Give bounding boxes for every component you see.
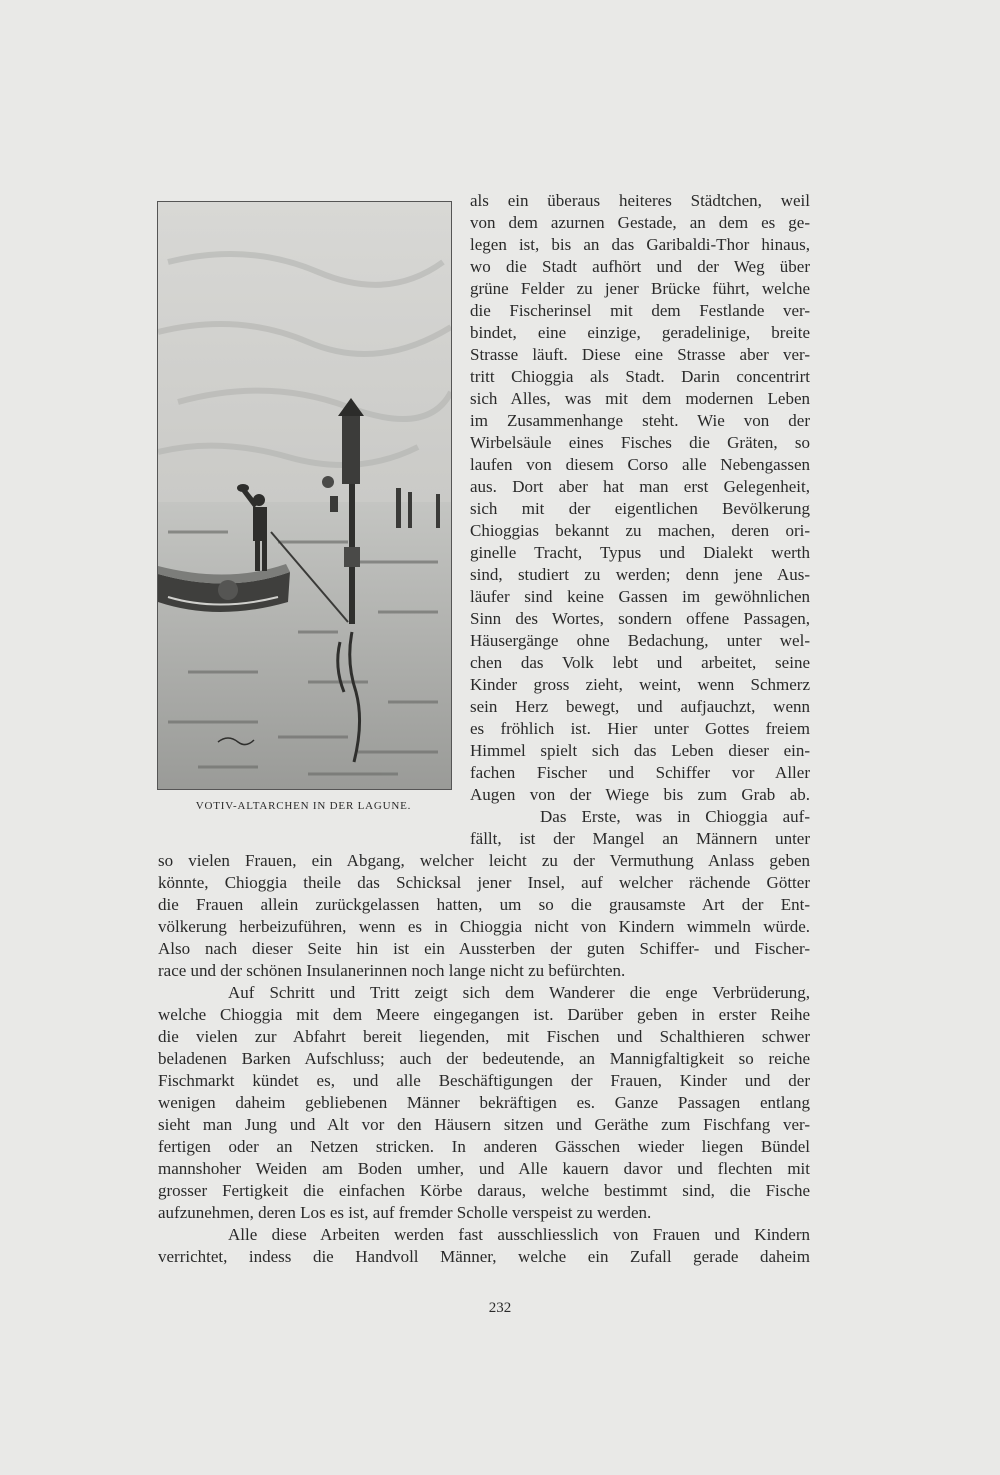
text-line: die Frauen allein zurückgelassen hatten, um so die grausamste Art der Ent- — [158, 895, 810, 914]
text-line: fertigen oder an Netzen stricken. In anderen Gässchen wieder liegen Bündel — [158, 1137, 810, 1156]
text-line: Sinn des Wortes, sondern offene Passagen, — [470, 609, 810, 628]
text-line: es fröhlich ist. Hier unter Gottes freiem — [470, 719, 810, 738]
text-line: könnte, Chioggia theile das Schicksal jener Insel, auf welcher rächende Götter — [158, 873, 810, 892]
text-line: sind, studiert zu werden; denn jene Aus- — [470, 565, 810, 584]
text-line: sich mit der eigentlichen Bevölkerung — [470, 499, 810, 518]
page-number: 232 — [488, 1300, 512, 1316]
illustration-caption: VOTIV-ALTARCHEN IN DER LAGUNE. — [195, 800, 412, 812]
text-line: läufer sind keine Gassen im gewöhnlichen — [470, 587, 810, 606]
text-line: sich Alles, was mit dem modernen Leben — [470, 389, 810, 408]
text-line: Kinder gross zieht, weint, wenn Schmerz — [470, 675, 810, 694]
text-line: verrichtet, indess die Handvoll Männer, welche ein Zufall gerade daheim — [158, 1247, 810, 1266]
text-line: Chioggias bekannt zu machen, deren ori- — [470, 521, 810, 540]
text-line: welche Chioggia mit dem Meere eingegangen ist. Darüber geben in erster Reihe — [158, 1005, 810, 1024]
text-line: so vielen Frauen, ein Abgang, welcher leicht zu der Vermuthung Anlass geben — [158, 851, 810, 870]
text-line: Strasse läuft. Diese eine Strasse aber ver- — [470, 345, 810, 364]
text-line: fachen Fischer und Schiffer vor Aller — [470, 763, 810, 782]
text-line: aufzunehmen, deren Los es ist, auf fremder Scholle verspeist zu werden. — [158, 1203, 652, 1222]
text-line: Alle diese Arbeiten werden fast ausschliesslich von Frauen und Kindern — [228, 1225, 810, 1244]
text-line: wo die Stadt aufhört und der Weg über — [470, 257, 810, 276]
illustration-drawing — [158, 202, 451, 789]
text-line: die vielen zur Abfahrt bereit liegenden, mit Fischen und Schalthieren schwer — [158, 1027, 810, 1046]
text-line: grüne Felder zu jener Brücke führt, welche — [470, 279, 810, 298]
text-line: aus. Dort aber hat man erst Gelegenheit, — [470, 477, 810, 496]
illustration-votive-altar — [157, 201, 452, 790]
text-line: laufen von diesem Corso alle Nebengassen — [470, 455, 810, 474]
text-line: Himmel spielt sich das Leben dieser ein- — [470, 741, 810, 760]
text-line: im Zusammenhange steht. Wie von der — [470, 411, 810, 430]
text-line: Augen von der Wiege bis zum Grab ab. — [470, 785, 810, 804]
text-line: wenigen daheim gebliebenen Männer bekräftigen es. Ganze Passagen entlang — [158, 1093, 810, 1112]
text-line: Das Erste, was in Chioggia auf- — [540, 807, 810, 826]
text-line: sieht man Jung und Alt vor den Häusern sitzen und Geräthe zum Fischfang ver- — [158, 1115, 810, 1134]
text-line: von dem azurnen Gestade, an dem es ge- — [470, 213, 810, 232]
text-line: Häusergänge ohne Bedachung, unter wel- — [470, 631, 810, 650]
text-line: als ein überaus heiteres Städtchen, weil — [470, 191, 810, 210]
text-line: fällt, ist der Mangel an Männern unter — [470, 829, 810, 848]
text-line: Auf Schritt und Tritt zeigt sich dem Wanderer die enge Verbrüderung, — [228, 983, 810, 1002]
text-line: grosser Fertigkeit die einfachen Körbe daraus, welche bestimmt sind, die Fische — [158, 1181, 810, 1200]
text-line: beladenen Barken Aufschluss; auch der bedeutende, an Mannigfaltigkeit so reiche — [158, 1049, 810, 1068]
text-line: Wirbelsäule eines Fisches die Gräten, so — [470, 433, 810, 452]
text-line: bindet, eine einzige, geradelinige, breite — [470, 323, 810, 342]
text-line: Fischmarkt kündet es, und alle Beschäftigungen der Frauen, Kinder und der — [158, 1071, 810, 1090]
text-line: ginelle Tracht, Typus und Dialekt werth — [470, 543, 810, 562]
text-line: sein Herz bewegt, und aufjauchzt, wenn — [470, 697, 810, 716]
text-line: legen ist, bis an das Garibaldi-Thor hinaus, — [470, 235, 810, 254]
text-line: Also nach dieser Seite hin ist ein Aussterben der guten Schiffer- und Fischer- — [158, 939, 810, 958]
text-line: völkerung herbeizuführen, wenn es in Chioggia nicht von Kindern wimmeln würde. — [158, 917, 810, 936]
text-line: die Fischerinsel mit dem Festlande ver- — [470, 301, 810, 320]
text-line: mannshoher Weiden am Boden umher, und Alle kauern davor und flechten mit — [158, 1159, 810, 1178]
text-line: tritt Chioggia als Stadt. Darin concentrirt — [470, 367, 810, 386]
text-line: race und der schönen Insulanerinnen noch lange nicht zu befürchten. — [158, 961, 626, 980]
text-line: chen das Volk lebt und arbeitet, seine — [470, 653, 810, 672]
